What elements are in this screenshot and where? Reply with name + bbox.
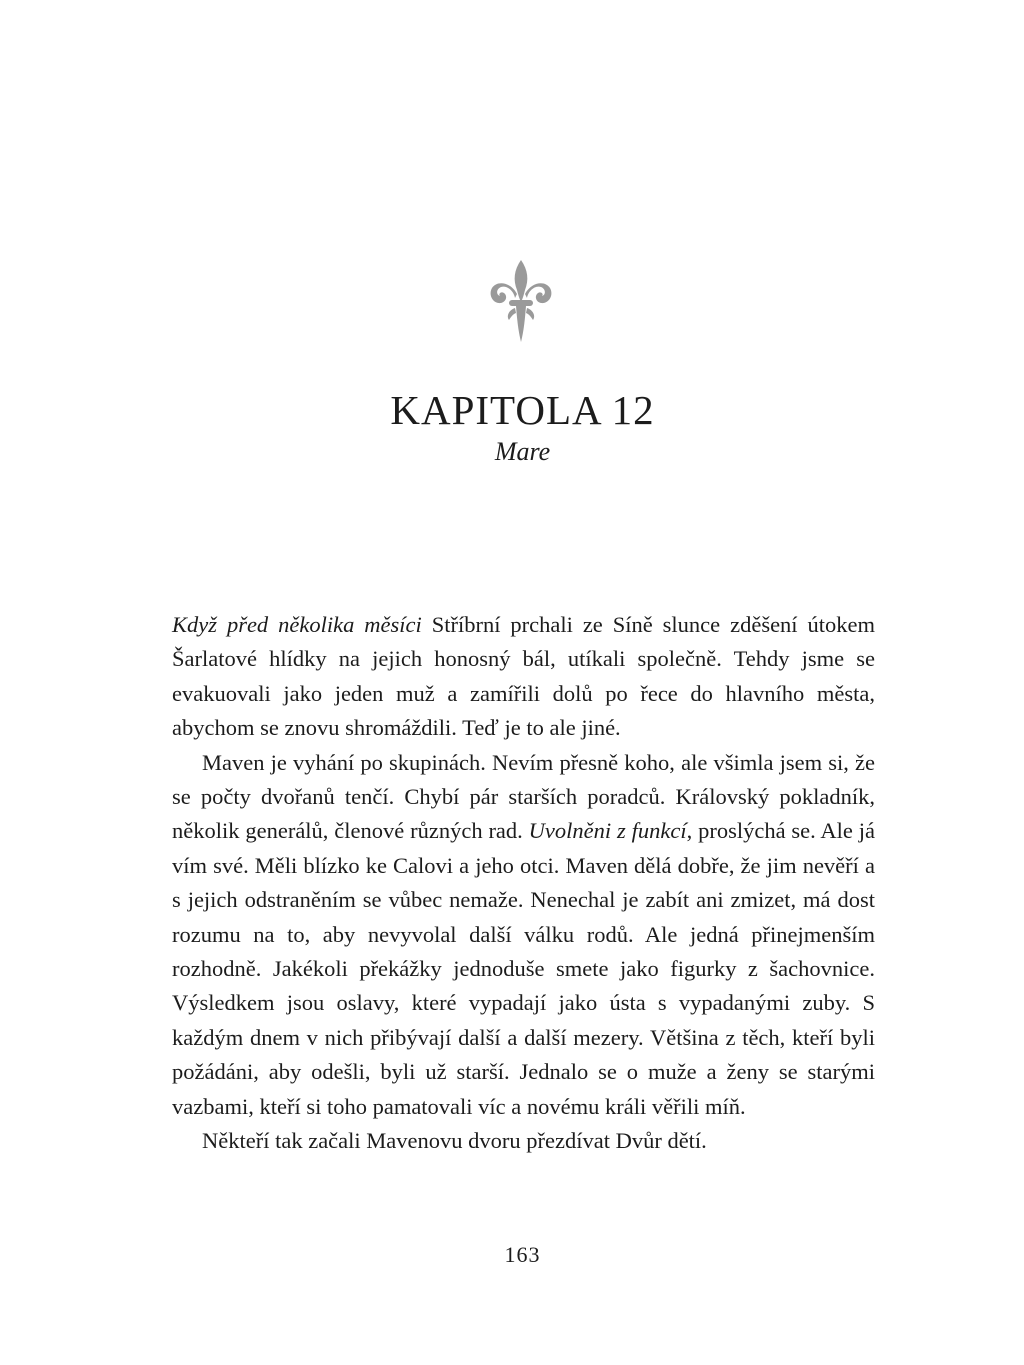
- chapter-subtitle: Mare: [494, 437, 551, 466]
- paragraph-1-text: Stříbrní prchali ze Síně slunce zděšení útokem Šarlatové hlídky na jejich honosný bál, utíkali společně. Tehdy jsme se evakuovali jako jeden muž a zamířili dolů po řece do hlavního města, abychom se znovu shromáždili. Teď je to ale jiné.: [172, 612, 875, 741]
- paragraph-2-italic: Uvolněni z funkcí: [528, 818, 687, 844]
- paragraph-2-text-a: Maven je vyhání po skupinách. Nevím přesně koho, ale všimla jsem si, že se počty dvořanů tenčí. Chybí pár starších poradců. Královský pokladník, několik generálů, členové různých rad.: [172, 749, 875, 844]
- paragraph-2-text-b: , proslýchá se. Ale já vím své. Měli blízko ke Calovi a jeho otci. Maven dělá dobře, že jim nevěří a s jejich odstraněním se vůbec nemaže. Nenechal je zabít ani zmizet, má dost rozumu na to, aby nevyvolal další válku rodů. Ale jedná přinejmenším rozhodně. Jakékoli překážky jednoduše smete jako figurky z šachovnice. Výsledkem jsou oslavy, které vypadají jako ústa s vypadanými zuby. S každým dnem v nich přibývají další a další mezery. Většina z těch, kteří byli požádáni, aby odešli, byli už starší. Jednalo se o muže a ženy se starými vazbami, kteří si toho pamatovali víc a novému králi věřili míň.: [172, 818, 875, 1119]
- body-text: [172, 608, 875, 1159]
- page-number: 163: [504, 1242, 541, 1267]
- paragraph-2: [172, 746, 875, 1124]
- lead-in-text: Když před několika měsíci: [172, 612, 422, 637]
- paragraph-3: Někteří tak začali Mavenovu dvoru přezdívat Dvůr dětí.: [202, 1128, 707, 1154]
- paragraph-1: [172, 608, 875, 746]
- fleur-de-lis-icon: [487, 258, 555, 344]
- chapter-title: KAPITOLA 12: [390, 387, 655, 433]
